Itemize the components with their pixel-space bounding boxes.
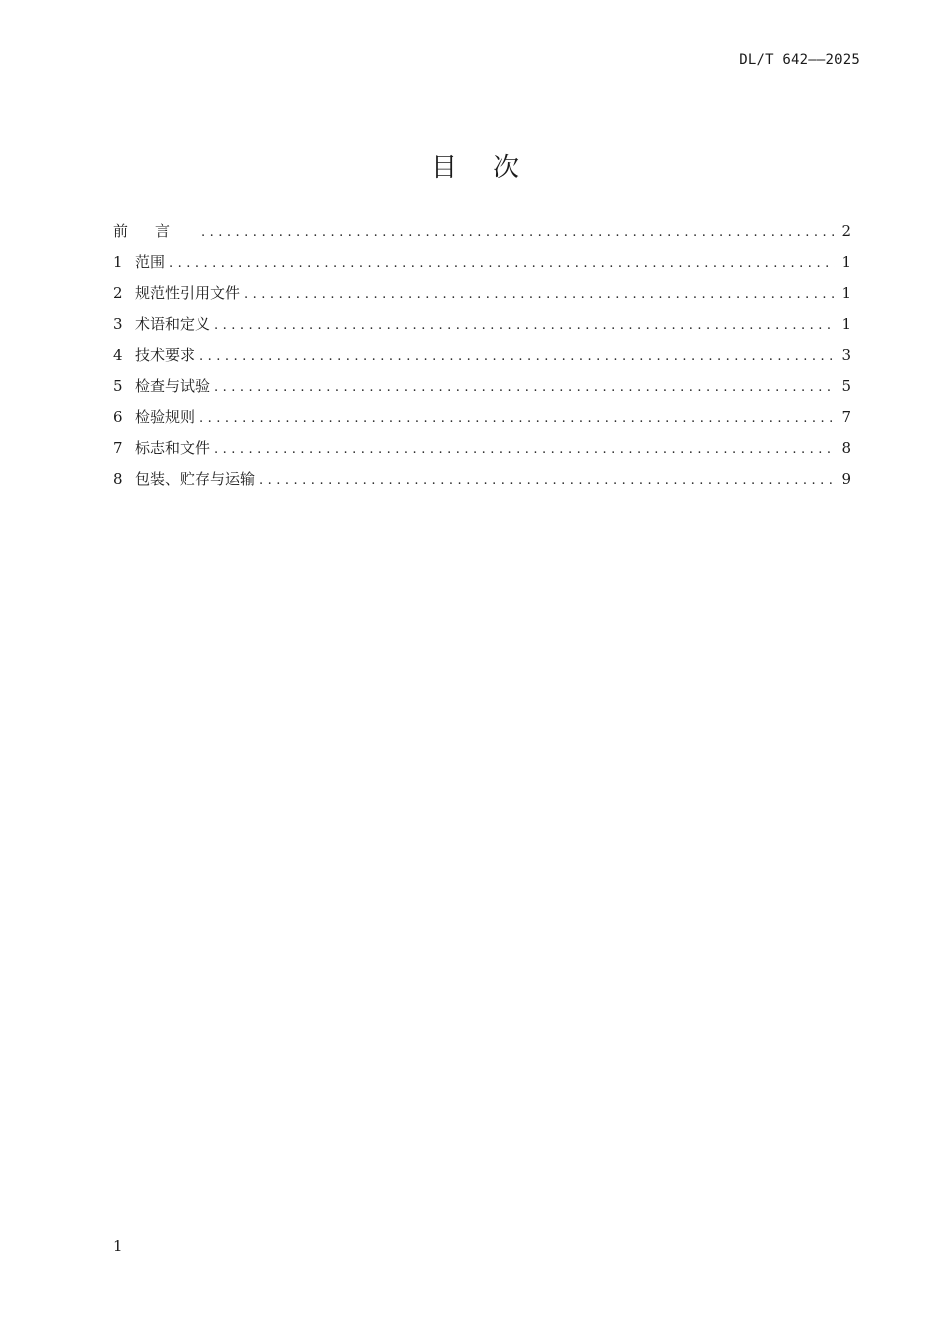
toc-entry-normative-references[interactable] [113,282,851,313]
toc-leader-dots [214,442,835,457]
toc-entry-label: 检验规则 [135,408,196,426]
toc-entry-page: 1 [841,315,851,333]
toc-entry-number: 8 [113,470,123,488]
toc-leader-dots [201,225,835,240]
document-code: DL/T 642——2025 [739,52,860,68]
toc-entry-inspection-rules[interactable] [113,406,851,437]
toc-entry-technical-requirements[interactable] [113,344,851,375]
toc-leader-dots [169,256,835,271]
toc-entry-label: 包装、贮存与运输 [135,470,256,488]
toc-entry-number: 3 [113,315,123,333]
toc-leader-dots [259,473,835,488]
toc-entry-marking-documents[interactable] [113,437,851,468]
toc-entry-label: 技术要求 [135,346,196,364]
toc-leader-dots [199,411,835,426]
toc-entry-terms-definitions[interactable] [113,313,851,344]
toc-entry-page: 5 [841,377,851,395]
toc-entry-label: 规范性引用文件 [135,284,241,302]
toc-entry-page: 2 [841,222,851,240]
toc-entry-scope[interactable] [113,251,851,282]
toc-entry-number: 4 [113,346,123,364]
toc-entry-page: 1 [841,284,851,302]
toc-leader-dots [199,349,835,364]
toc-entry-page: 3 [841,346,851,364]
toc-entry-page: 9 [841,470,851,488]
toc-entry-packaging-storage-transport[interactable] [113,468,851,499]
title-char-2: 次 [493,153,520,184]
table-of-contents [113,220,851,499]
toc-entry-inspection-testing[interactable] [113,375,851,406]
toc-leader-dots [214,380,835,395]
toc-leader-dots [244,287,835,302]
toc-entry-number: 5 [113,377,123,395]
toc-entry-page: 7 [841,408,851,426]
toc-entry-page: 1 [841,253,851,271]
page-number: 1 [113,1237,123,1255]
toc-entry-label: 标志和文件 [135,439,211,457]
toc-entry-label: 范围 [135,253,166,271]
page-title [0,147,950,184]
toc-entry-foreword[interactable] [113,220,851,251]
toc-entry-label: 前言 [113,222,198,240]
toc-leader-dots [214,318,835,333]
toc-entry-page: 8 [841,439,851,457]
toc-entry-number: 7 [113,439,123,457]
toc-entry-number: 6 [113,408,123,426]
toc-entry-number: 2 [113,284,123,302]
toc-entry-number: 1 [113,253,123,271]
toc-entry-label: 检查与试验 [135,377,211,395]
toc-entry-label: 术语和定义 [135,315,211,333]
title-char-1: 目 [430,153,457,184]
